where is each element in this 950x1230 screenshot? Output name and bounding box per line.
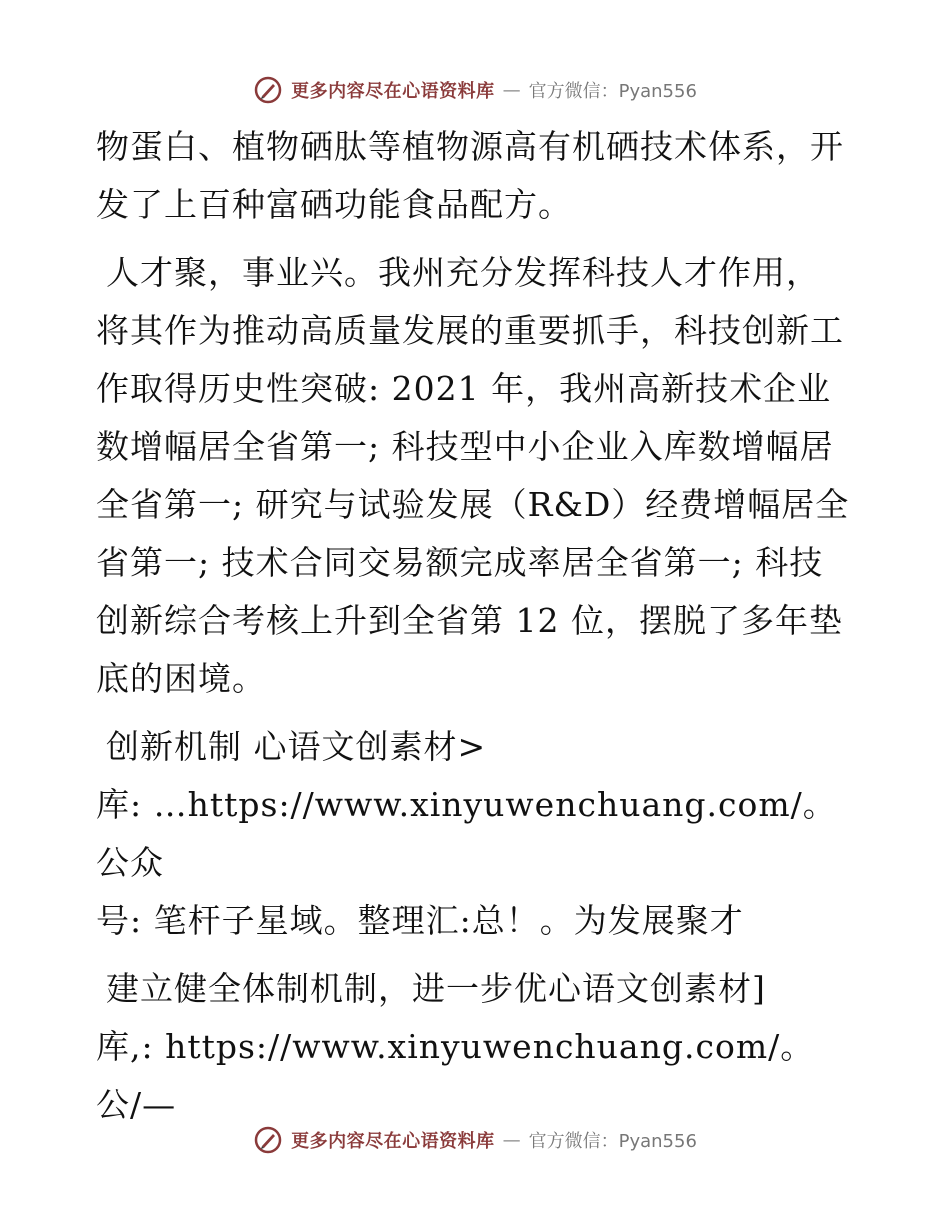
text-line: 创新机制 心语文创素材> [106,727,487,766]
paragraph-3 [96,718,856,950]
text-line: 库,: https://www.xinyuwenchuang.com/。公/— [96,1027,815,1124]
footer-brand: 更多内容尽在心语资料库 [291,1131,495,1152]
header-banner [0,70,950,110]
pen-logo-icon [253,1125,283,1155]
text-line: 底的困境。 [96,659,266,698]
text-line: 建立健全体制机制，进一步优心语文创素材] [106,969,766,1008]
text-line: 省第一; 技术合同交易额完成率居全省第一; 科技 [96,543,824,582]
header-brand: 更多内容尽在心语资料库 [291,81,495,102]
pen-logo-icon [253,75,283,105]
footer-separator: — [502,1129,521,1151]
text-line: 库: …https://www.xinyuwenchuang.com/。公众 [96,785,837,882]
text-line: 作取得历史性突破: 2021 年，我州高新技术企业 [96,369,832,408]
footer-contact: 官方微信：Pyan556 [528,1131,697,1152]
text-line: 将其作为推动高质量发展的重要抓手，科技创新工 [96,311,844,350]
header-separator: — [502,79,521,101]
text-line: 人才聚，事业兴。我州充分发挥科技人才作用， [106,253,820,292]
document-body [96,118,856,1134]
text-line: 号: 笔杆子星域。整理汇:总！。为发展聚才 [96,901,744,940]
text-line: 全省第一; 研究与试验发展（R&D）经费增幅居全 [96,485,850,524]
text-line: 发了上百种富硒功能食品配方。 [96,185,572,224]
text-line: 创新综合考核上升到全省第 12 位，摆脱了多年垫 [96,601,843,640]
paragraph-1 [96,118,856,234]
paragraph-2 [96,244,856,708]
paragraph-4 [96,960,856,1134]
text-line: 数增幅居全省第一; 科技型中小企业入库数增幅居 [96,427,834,466]
header-contact: 官方微信：Pyan556 [528,81,697,102]
text-line: 物蛋白、植物硒肽等植物源高有机硒技术体系，开 [96,127,844,166]
footer-banner [0,1120,950,1160]
